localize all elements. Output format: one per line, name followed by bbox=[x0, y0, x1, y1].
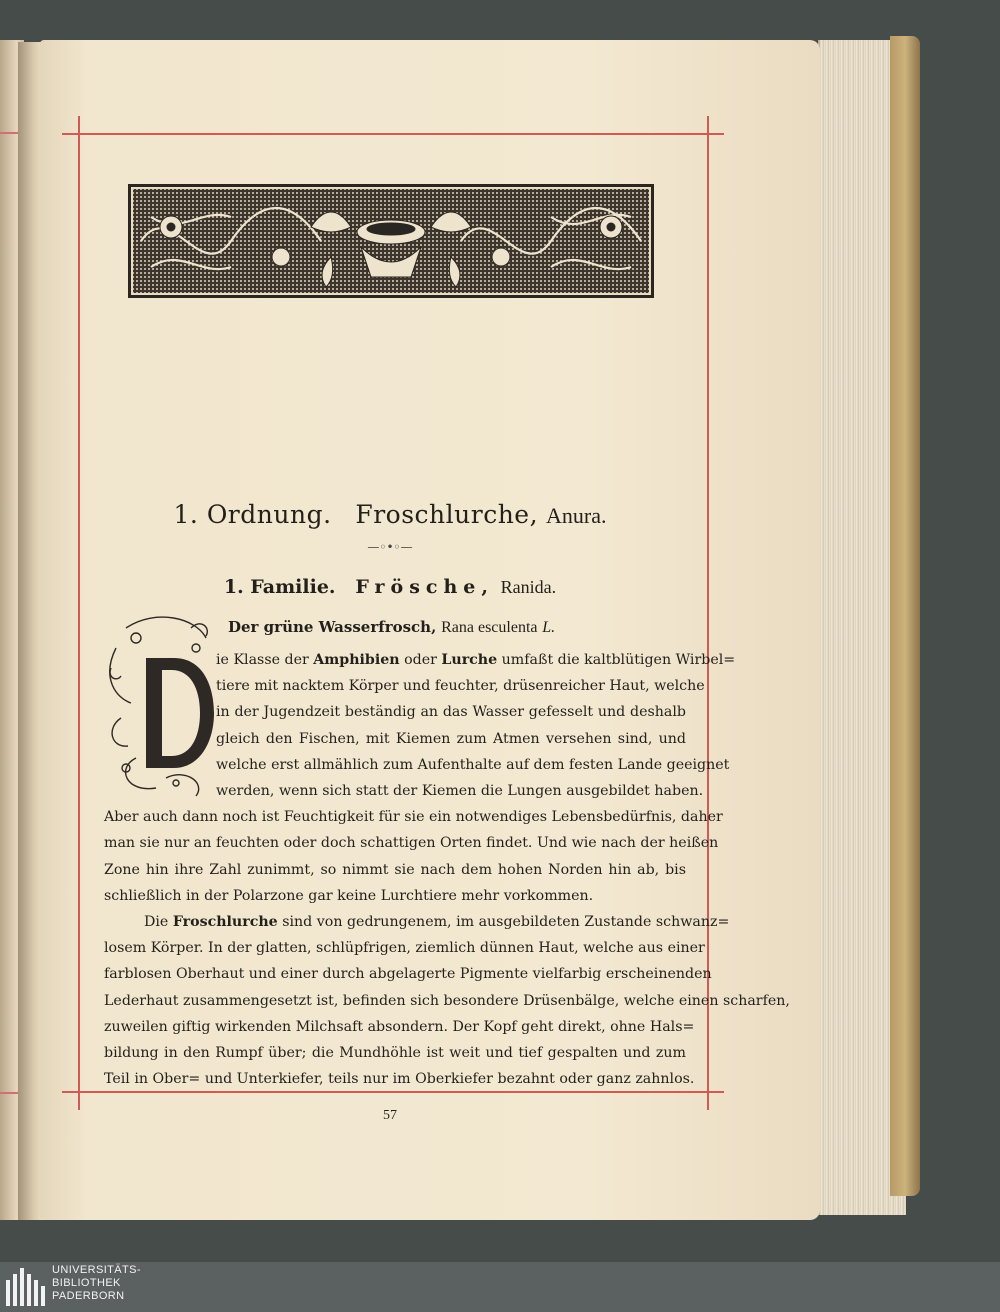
text-line bbox=[104, 888, 686, 904]
species-name: Der grüne Wasserfrosch, bbox=[228, 618, 437, 636]
text-line bbox=[104, 966, 712, 983]
emphasized-term: Froschlurche bbox=[172, 914, 278, 930]
library-name-line2: BIBLIOTHEK bbox=[52, 1277, 121, 1289]
text-fragment: man sie nur an feuchten oder doch schattigen Orten findet. Und wie nach der heißen bbox=[104, 835, 719, 852]
emphasized-term: Lurche bbox=[441, 652, 498, 668]
text-line bbox=[216, 731, 686, 747]
text-fragment: ie Klasse der bbox=[216, 652, 314, 668]
ornamental-divider: —◦•◦— bbox=[367, 540, 413, 554]
order-heading bbox=[90, 500, 690, 529]
frame-rule-bottom bbox=[62, 1091, 724, 1093]
library-name-line3: PADERBORN bbox=[52, 1290, 125, 1302]
text-line bbox=[104, 809, 723, 826]
family-latin: Ranida. bbox=[500, 577, 557, 597]
text-line bbox=[216, 756, 730, 773]
family-name: Frösche, bbox=[355, 576, 495, 598]
text-line bbox=[104, 862, 686, 878]
text-fragment: welche erst allmählich zum Aufenthalte auf dem festen Lande geeignet bbox=[216, 756, 730, 773]
emphasized-term: Amphibien bbox=[313, 652, 400, 668]
text-fragment: tiere mit nacktem Körper und feuchter, drüsenreicher Haut, welche bbox=[216, 678, 705, 695]
text-line bbox=[104, 835, 719, 852]
text-fragment: umfaßt die kaltblütigen Wirbel= bbox=[497, 652, 736, 668]
text-fragment: Aber auch dann noch ist Feuchtigkeit für sie ein notwendiges Lebensbedürfnis, daher bbox=[104, 809, 723, 826]
text-fragment: bildung in den Rumpf über; die Mundhöhle ist weit und tief gespalten und zum bbox=[104, 1045, 686, 1061]
library-logo-icon bbox=[6, 1266, 46, 1308]
order-name: Froschlurche, bbox=[355, 500, 539, 529]
frame-rule-left bbox=[78, 116, 80, 1110]
family-heading bbox=[90, 576, 690, 598]
floral-initial-ornament bbox=[106, 608, 216, 798]
text-line bbox=[104, 1018, 695, 1035]
text-fragment: sind von gedrungenem, im ausgebildeten Zustande schwanz= bbox=[277, 914, 730, 930]
text-fragment: farblosen Oberhaut und einer durch abgelagerte Pigmente vielfarbig erscheinenden bbox=[104, 966, 712, 983]
family-prefix: 1. Familie. bbox=[223, 576, 336, 598]
species-author: L. bbox=[542, 619, 556, 636]
text-fragment: Die bbox=[144, 914, 173, 930]
text-line bbox=[104, 940, 705, 957]
species-latin: Rana esculenta bbox=[441, 619, 538, 636]
text-fragment: Teil in Ober= und Unterkiefer, teils nur im Oberkiefer bezahnt oder ganz zahnlos. bbox=[104, 1071, 695, 1088]
species-heading bbox=[228, 618, 555, 637]
text-fragment: Zone hin ihre Zahl zunimmt, so nimmt sie nach dem hohen Norden hin ab, bis bbox=[104, 861, 686, 878]
text-line bbox=[216, 704, 686, 720]
text-line bbox=[216, 783, 704, 799]
footer-bar bbox=[0, 1262, 1000, 1312]
text-line bbox=[104, 992, 790, 1009]
text-fragment: losem Körper. In der glatten, schlüpfrigen, ziemlich dünnen Haut, welche aus einer bbox=[104, 940, 705, 957]
text-fragment: oder bbox=[399, 652, 442, 668]
decorated-initial bbox=[106, 608, 216, 798]
text-line bbox=[104, 1045, 686, 1061]
text-fragment: werden, wenn sich statt der Kiemen die Lungen ausgebildet haben. bbox=[216, 783, 704, 799]
text-fragment: gleich den Fischen, mit Kiemen zum Atmen versehen sind, und bbox=[216, 730, 686, 747]
text-line bbox=[144, 914, 730, 930]
library-name-line1: UNIVERSITÄTS- bbox=[52, 1264, 141, 1276]
frame-rule-top bbox=[62, 133, 724, 135]
book-cover-edge bbox=[890, 36, 920, 1196]
text-fragment: Lederhaut zusammengesetzt ist, befinden sich besondere Drüsenbälge, welche einen scharfen, bbox=[104, 992, 790, 1009]
text-fragment: schließlich in der Polarzone gar keine Lurchtiere mehr vorkommen. bbox=[104, 887, 594, 904]
order-latin: Anura. bbox=[546, 503, 607, 528]
order-prefix: 1. Ordnung. bbox=[173, 500, 332, 529]
frame-rule-right bbox=[707, 116, 709, 1110]
library-name bbox=[52, 1264, 141, 1303]
ornamental-header-band bbox=[128, 184, 654, 298]
text-line bbox=[216, 652, 736, 668]
text-fragment: zuweilen giftig wirkenden Milchsaft absondern. Der Kopf geht direkt, ohne Hals= bbox=[104, 1018, 695, 1035]
page-number: 57 bbox=[383, 1108, 397, 1123]
text-line bbox=[104, 1071, 695, 1088]
text-fragment: in der Jugendzeit beständig an das Wasser gefesselt und deshalb bbox=[216, 704, 686, 721]
text-line bbox=[216, 678, 705, 695]
